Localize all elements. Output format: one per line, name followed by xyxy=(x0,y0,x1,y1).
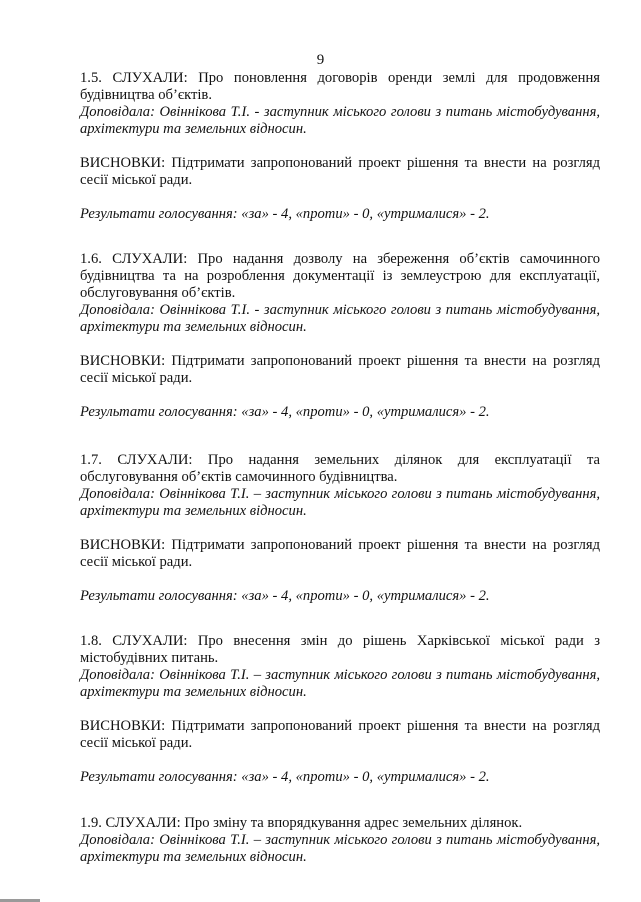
heard-text: 1.5. СЛУХАЛИ: Про поновлення договорів оренди землі для продовження будівництва об’єктів. xyxy=(80,70,600,103)
speaker-text: Доповідала: Овіннікова Т.І. – заступник міського голови з питань містобудування, архітектури та земельних відносин. xyxy=(80,667,600,700)
agenda-item-1-6 xyxy=(80,251,600,421)
vote-result: Результати голосування: «за» - 4, «проти» - 0, «утрималися» - 2. xyxy=(80,769,490,785)
agenda-item-1-5 xyxy=(80,70,600,223)
speaker-text: Доповідала: Овіннікова Т.І. - заступник міського голови з питань містобудування, архітектури та земельних відносин. xyxy=(80,104,600,137)
agenda-item-1-9 xyxy=(80,815,600,866)
agenda-item-1-7 xyxy=(80,452,600,605)
heard-text: 1.9. СЛУХАЛИ: Про зміну та впорядкування адрес земельних ділянок. xyxy=(80,815,523,831)
speaker-text: Доповідала: Овіннікова Т.І. – заступник міського голови з питань містобудування, архітектури та земельних відносин. xyxy=(80,832,600,865)
heard-text: 1.7. СЛУХАЛИ: Про надання земельних ділянок для експлуатації та обслуговування об’єктів самочинного будівництва. xyxy=(80,452,600,485)
speaker-text: Доповідала: Овіннікова Т.І. – заступник міського голови з питань містобудування, архітектури та земельних відносин. xyxy=(80,486,600,519)
vote-result: Результати голосування: «за» - 4, «проти» - 0, «утрималися» - 2. xyxy=(80,588,490,604)
page-number: 9 xyxy=(316,52,325,68)
conclusion-text: ВИСНОВКИ: Підтримати запропонований проект рішення та внести на розгляд сесії міської ради. xyxy=(80,155,600,188)
conclusion-text: ВИСНОВКИ: Підтримати запропонований проект рішення та внести на розгляд сесії міської ради. xyxy=(80,537,600,570)
heard-text: 1.6. СЛУХАЛИ: Про надання дозволу на збереження об’єктів самочинного будівництва та на розроблення документації із землеустрою для експлуатації, обслуговування об’єктів. xyxy=(80,251,600,301)
heard-text: 1.8. СЛУХАЛИ: Про внесення змін до рішень Харківської міської ради з містобудівних питань. xyxy=(80,633,600,666)
conclusion-text: ВИСНОВКИ: Підтримати запропонований проект рішення та внести на розгляд сесії міської ради. xyxy=(80,718,600,751)
vote-result: Результати голосування: «за» - 4, «проти» - 0, «утрималися» - 2. xyxy=(80,404,490,420)
speaker-text: Доповідала: Овіннікова Т.І. - заступник міського голови з питань містобудування, архітектури та земельних відносин. xyxy=(80,302,600,335)
vote-result: Результати голосування: «за» - 4, «проти» - 0, «утрималися» - 2. xyxy=(80,206,490,222)
conclusion-text: ВИСНОВКИ: Підтримати запропонований проект рішення та внести на розгляд сесії міської ради. xyxy=(80,353,600,386)
agenda-item-1-8 xyxy=(80,633,600,786)
